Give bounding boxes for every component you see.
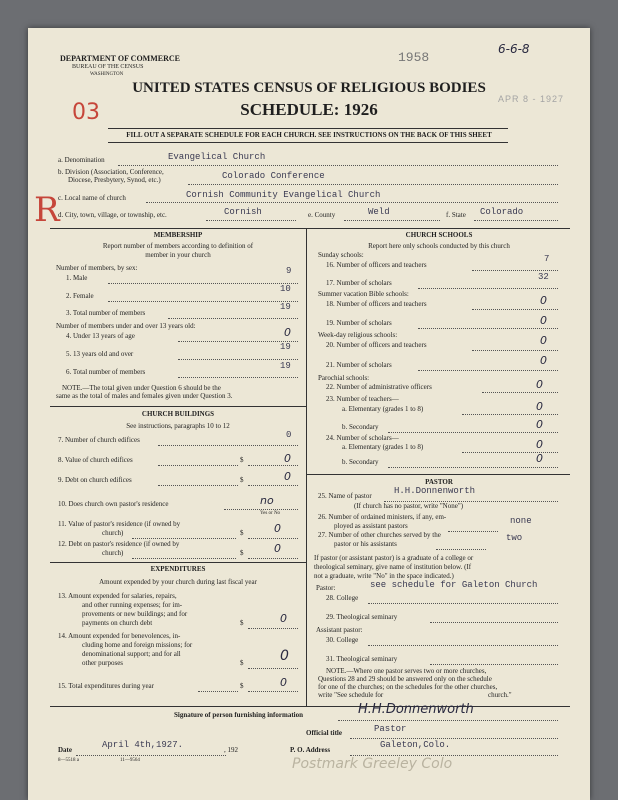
schools-heading: CHURCH SCHOOLS <box>405 231 473 239</box>
q20-label: 20. Number of officers and teachers <box>326 341 427 349</box>
parochial-heading: Parochial schools: <box>318 374 370 382</box>
date-year: , 192 <box>224 746 238 754</box>
q13-value: 0 <box>280 612 287 625</box>
q16-value: 7 <box>544 254 550 264</box>
q24a-value: 0 <box>536 438 543 451</box>
local-name-value: Cornish Community Evangelical Church <box>186 190 381 200</box>
q14-value: 0 <box>280 648 289 664</box>
q11-value: 0 <box>274 522 281 535</box>
summer-heading: Summer vacation Bible schools: <box>318 290 409 298</box>
q6-label: 6. Total number of members <box>66 368 146 376</box>
q13-dollar: $ <box>240 619 244 627</box>
stamp-number: 1958 <box>398 50 430 65</box>
members-by-sex-label: Number of members, by sex: <box>56 264 138 272</box>
division-value: Colorado Conference <box>222 171 325 181</box>
q13-label-3: provements or new buildings; and for <box>82 610 188 618</box>
q10-value: no <box>260 494 274 507</box>
form-title: UNITED STATES CENSUS OF RELIGIOUS BODIES <box>132 80 486 96</box>
pastor-note-3: for one of the churches; on the schedules for the other churches, <box>318 683 498 691</box>
q2-label: 2. Female <box>66 292 94 300</box>
instruction-line: FILL OUT A SEPARATE SCHEDULE FOR EACH CHURCH. SEE INSTRUCTIONS ON THE BACK OF THIS SHEET <box>126 131 492 139</box>
q26-value: none <box>510 516 532 526</box>
state-label: f. State <box>446 211 466 219</box>
pastor-note-4: write "See schedule for <box>318 691 384 699</box>
q14-label-1: 14. Amount expended for benevolences, in- <box>58 632 181 640</box>
county-label: e. County <box>308 211 336 219</box>
q14-dollar: $ <box>240 659 244 667</box>
schools-sub: Report here only schools conducted by this church <box>368 242 510 250</box>
q2-value: 10 <box>280 284 291 294</box>
q15-label: 15. Total expenditures during year <box>58 682 154 690</box>
q26-label-2: ployed as assistant pastors <box>334 522 408 530</box>
print-number: 11—9564 <box>120 758 140 763</box>
form-subtitle: SCHEDULE: 1926 <box>240 100 378 119</box>
q16-label: 16. Number of officers and teachers <box>326 261 427 269</box>
q12-label-1: 12. Debt on pastor's residence (if owned by <box>58 540 180 548</box>
q26-label-1: 26. Number of ordained ministers, if any, em- <box>318 513 447 521</box>
q23a-value: 0 <box>536 400 543 413</box>
membership-intro-2: member in your church <box>145 251 211 259</box>
city-field-label: d. City, town, village, or township, etc. <box>58 211 167 219</box>
pastor-education-value: see schedule for Galeton Church <box>370 580 538 590</box>
q24a-label: a. Elementary (grades 1 to 8) <box>342 443 424 451</box>
q3-value: 19 <box>280 302 291 312</box>
county-value: Weld <box>368 207 390 217</box>
buildings-sub: See instructions, paragraphs 10 to 12 <box>126 422 230 430</box>
official-title-label: Official title <box>306 729 342 737</box>
q15-value: 0 <box>280 676 287 689</box>
denomination-value: Evangelical Church <box>168 152 266 162</box>
pastor-note-2: Questions 28 and 29 should be answered only on the schedule <box>318 675 492 683</box>
q15-dollar: $ <box>240 682 244 690</box>
q3-label: 3. Total number of members <box>66 309 146 317</box>
q27-value: two <box>506 533 523 543</box>
q17-value: 32 <box>538 272 549 282</box>
state-value: Colorado <box>480 207 524 217</box>
q24b-label: b. Secondary <box>342 458 379 466</box>
assistant-subhead: Assistant pastor: <box>316 626 363 634</box>
q14-label-2: cluding home and foreign missions; for <box>82 641 193 649</box>
q8-label: 8. Value of church edifices <box>58 456 133 464</box>
corner-note: 6-6-8 <box>498 42 530 56</box>
q27-label-2: pastor or his assistants <box>334 540 397 548</box>
q13-label-1: 13. Amount expended for salaries, repairs, <box>58 592 177 600</box>
po-address-label: P. O. Address <box>290 746 331 754</box>
q12-dollar: $ <box>240 549 244 557</box>
q23b-label: b. Secondary <box>342 423 379 431</box>
pastor-heading: PASTOR <box>425 478 453 486</box>
q23a-label: a. Elementary (grades 1 to 8) <box>342 405 424 413</box>
q19-value: 0 <box>540 314 547 327</box>
q22-value: 0 <box>536 378 543 391</box>
q11-label-2: church) <box>102 529 124 537</box>
q13-label-4: payments on church debt <box>82 619 153 627</box>
local-name-label: c. Local name of church <box>58 194 126 202</box>
q22-label: 22. Number of administrative officers <box>326 383 432 391</box>
q23-label: 23. Number of teachers— <box>326 395 399 403</box>
q8-dollar: $ <box>240 456 244 464</box>
q19-label: 19. Number of scholars <box>326 319 392 327</box>
q10-label: 10. Does church own pastor's residence <box>58 500 169 508</box>
q29-label: 29. Theological seminary <box>326 613 398 621</box>
signature-label: Signature of person furnishing information <box>174 711 303 719</box>
q5-label: 5. 13 years old and over <box>66 350 134 358</box>
graduate-note-3: not a graduate, write "No" in the space indicated.) <box>314 572 454 580</box>
received-stamp: APR 8 - 1927 <box>498 94 565 104</box>
q27-label-1: 27. Number of other churches served by the <box>318 531 441 539</box>
q25-value: H.H.Donnenworth <box>394 486 476 496</box>
pastor-note-1: NOTE.—Where one pastor serves two or more churches, <box>326 667 487 675</box>
age-heading: Number of members under and over 13 years old: <box>56 322 196 330</box>
sunday-heading: Sunday schools: <box>318 251 364 259</box>
date-value: April 4th,1927. <box>102 740 184 750</box>
bureau-label: BUREAU OF THE CENSUS <box>72 64 144 70</box>
q6-value: 19 <box>280 361 291 371</box>
membership-note-2: same as the total of males and females given under Question 3. <box>56 392 233 400</box>
q11-dollar: $ <box>240 529 244 537</box>
membership-intro-1: Report number of members according to definition of <box>102 242 254 250</box>
q13-label-2: and other running expenses; for im- <box>82 601 183 609</box>
denomination-label: a. Denomination <box>58 156 105 164</box>
q18-label: 18. Number of officers and teachers <box>326 300 427 308</box>
buildings-heading: CHURCH BUILDINGS <box>141 410 215 418</box>
city-label: WASHINGTON <box>90 72 124 77</box>
q12-value: 0 <box>274 542 281 555</box>
pastor-note-5: church." <box>488 691 512 699</box>
q9-label: 9. Debt on church edifices <box>58 476 132 484</box>
official-title-value: Pastor <box>374 724 407 734</box>
division-label-2: Diocese, Presbytery, Synod, etc.) <box>68 176 161 184</box>
expenditures-sub: Amount expended by your church during last fiscal year <box>99 578 257 586</box>
q21-label: 21. Number of scholars <box>326 361 392 369</box>
q4-label: 4. Under 13 years of age <box>66 332 135 340</box>
q5-value: 19 <box>280 342 291 352</box>
q24-label: 24. Number of scholars— <box>326 434 399 442</box>
faint-postmark-note: Postmark Greeley Colo <box>292 756 453 772</box>
po-address-value: Galeton,Colo. <box>380 740 451 750</box>
q12-label-2: church) <box>102 549 124 557</box>
census-schedule-sheet <box>28 28 590 800</box>
weekday-heading: Week-day religious schools: <box>318 331 398 339</box>
q30-label: 30. College <box>326 636 359 644</box>
q1-value: 9 <box>286 266 292 276</box>
division-label-1: b. Division (Association, Conference, <box>58 168 164 176</box>
signature-value: H.H.Donnenworth <box>358 702 474 717</box>
q21-value: 0 <box>540 354 547 367</box>
red-code: 03 <box>72 100 100 125</box>
yes-no-hint: Yes or No <box>260 511 281 516</box>
q14-label-4: other purposes <box>82 659 124 667</box>
q4-value: 0 <box>284 326 291 339</box>
membership-heading: MEMBERSHIP <box>153 231 203 239</box>
q28-label: 28. College <box>326 594 359 602</box>
q7-label: 7. Number of church edifices <box>58 436 140 444</box>
q9-dollar: $ <box>240 476 244 484</box>
q14-label-3: denominational support; and for all <box>82 650 181 658</box>
q25-label: 25. Name of pastor <box>318 492 372 500</box>
graduate-note-2: theological seminary, give name of institution below. (If <box>314 563 472 571</box>
graduate-note-1: If pastor (or assistant pastor) is a graduate of a college or <box>314 554 474 562</box>
red-mark: R <box>34 190 60 230</box>
date-label: Date <box>58 746 72 754</box>
membership-note-1: NOTE.—The total given under Question 6 should be the <box>62 384 221 392</box>
q18-value: 0 <box>540 294 547 307</box>
q24b-value: 0 <box>536 452 543 465</box>
expenditures-heading: EXPENDITURES <box>150 565 206 573</box>
pastor-subhead: Pastor: <box>316 584 336 592</box>
q23b-value: 0 <box>536 418 543 431</box>
q7-value: 0 <box>286 430 292 440</box>
q20-value: 0 <box>540 334 547 347</box>
q1-label: 1. Male <box>66 274 88 282</box>
city-field-value: Cornish <box>224 207 262 217</box>
q17-label: 17. Number of scholars <box>326 279 392 287</box>
q8-value: 0 <box>284 452 291 465</box>
department-label: DEPARTMENT OF COMMERCE <box>60 54 181 63</box>
q31-label: 31. Theological seminary <box>326 655 398 663</box>
q9-value: 0 <box>284 470 291 483</box>
form-number: 8—5518 a <box>58 758 79 763</box>
q25-note: (If church has no pastor, write "None") <box>354 502 464 510</box>
q11-label-1: 11. Value of pastor's residence (if owned by <box>58 520 181 528</box>
